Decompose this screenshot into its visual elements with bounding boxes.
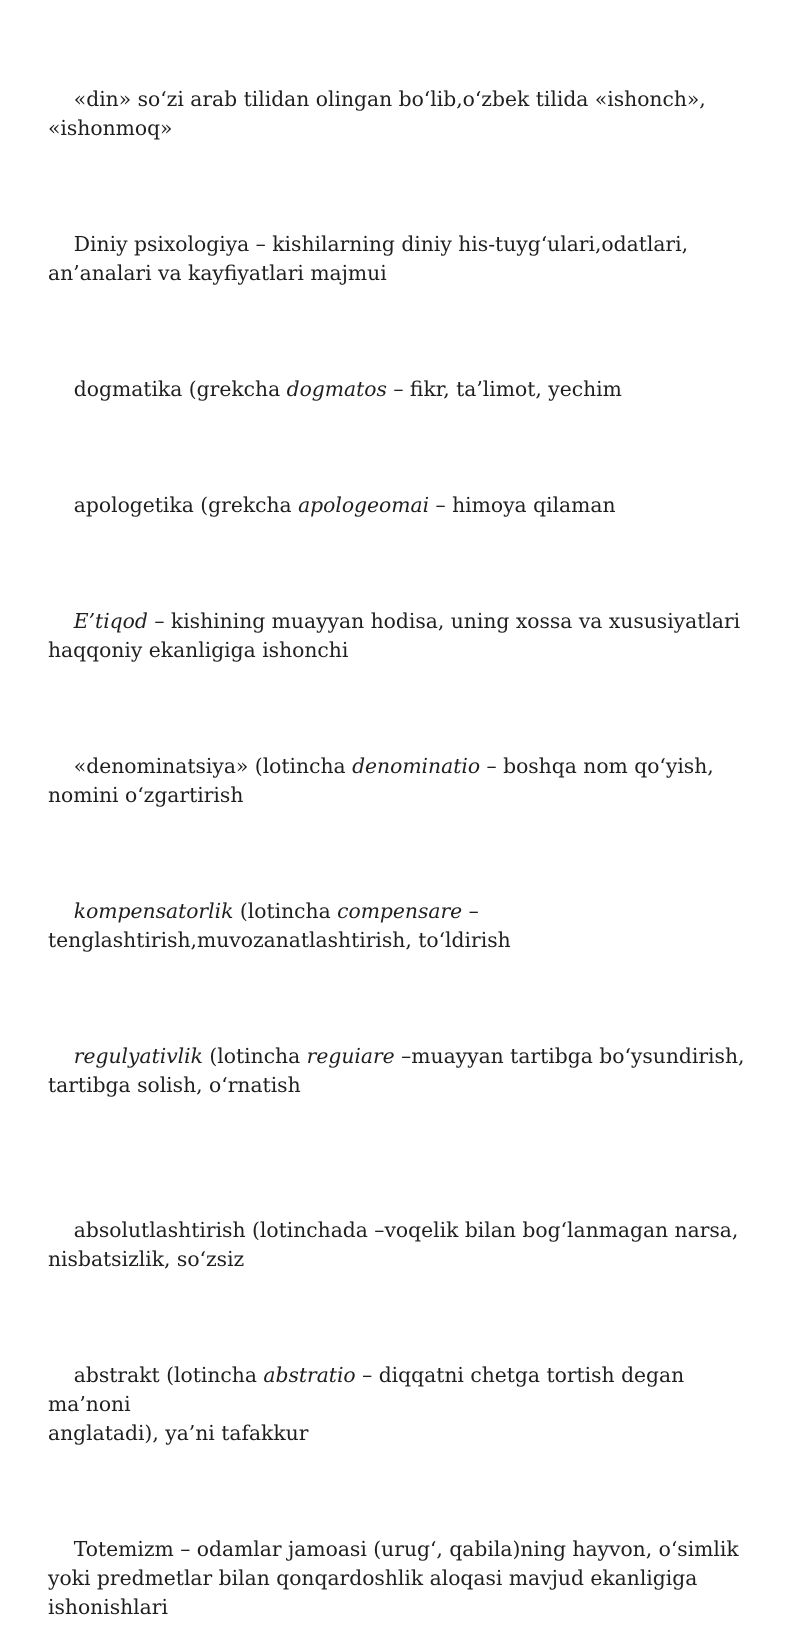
segment-text: – fikr, ta’limot, yechim	[386, 377, 622, 401]
paragraph-gap	[48, 317, 752, 346]
segment-text: – kishining muayyan hodisa, uning xossa va xususiyatlari haqqoniy ekanligiga ishonchi	[48, 609, 741, 662]
paragraph-diniy-psixologiya	[48, 201, 752, 317]
paragraph-dogmatika	[48, 346, 752, 433]
segment-text: – boshqa nom qo‘yish, nomini o‘zgartirish	[48, 754, 714, 807]
paragraph-kompensatorlik	[48, 868, 752, 984]
segment-text: «denominatsiya» (lotincha	[73, 754, 353, 778]
segment-text: – himoya qilaman	[429, 493, 616, 517]
segment-text: – tenglashtirish,muvozanatlashtirish, to‘ldirish	[48, 899, 511, 952]
segment-italic-text: compensare	[337, 899, 463, 923]
paragraph-gap	[48, 433, 752, 462]
paragraph-gap	[48, 984, 752, 1013]
segment-text: absolutlashtirish (lotinchada –voqelik bilan bog‘lanmagan narsa, nisbatsizlik, so‘zsiz	[48, 1218, 739, 1271]
paragraph-gap	[48, 839, 752, 868]
segment-italic-text: reguiare	[306, 1044, 395, 1068]
segment-text: (lotincha	[233, 899, 338, 923]
segment-text: Diniy psixologiya – kishilarning diniy his-tuyg‘ulari,odatlari, an’analari va kayfiyatlari majmui	[48, 232, 689, 285]
segment-italic-text: kompensatorlik	[73, 899, 234, 923]
segment-italic-text: regulyativlik	[73, 1044, 203, 1068]
segment-text: «din» so‘zi arab tilidan olingan bo‘lib,o‘zbek tilida «ishonch», «ishonmoq»	[48, 87, 706, 140]
paragraph-apologetika	[48, 462, 752, 549]
segment-text: –muayyan tartibga bo‘ysundirish, tartibga solish, o‘rnatish	[48, 1044, 745, 1097]
paragraph-abstrakt	[48, 1332, 752, 1477]
segment-text: (lotincha	[202, 1044, 307, 1068]
paragraph-totemizm	[48, 1506, 752, 1651]
segment-italic-text: dogmatos	[286, 377, 387, 401]
paragraph-gap	[48, 549, 752, 578]
segment-italic-text: denominatio	[352, 754, 481, 778]
segment-text: Totemizm – odamlar jamoasi (urug‘, qabila)ning hayvon, o‘simlik yoki predmetlar bilan qonqardoshlik aloqasi mavjud ekanligiga ishonishlari	[48, 1537, 739, 1619]
paragraph-din-definition	[48, 56, 752, 172]
segment-text: abstrakt (lotincha	[73, 1363, 264, 1387]
paragraph-etiqod	[48, 578, 752, 694]
paragraph-gap	[48, 1303, 752, 1332]
paragraph-gap	[48, 694, 752, 723]
segment-italic-text: apologeomai	[298, 493, 430, 517]
paragraph-gap	[48, 1477, 752, 1506]
paragraph-gap-large	[48, 1129, 752, 1187]
segment-italic-text: abstratio	[263, 1363, 356, 1387]
paragraph-denominatsiya	[48, 723, 752, 839]
segment-italic-text: E’tiqod	[73, 609, 148, 633]
paragraph-absolutlashtirish	[48, 1187, 752, 1303]
paragraph-gap	[48, 172, 752, 201]
segment-text: apologetika (grekcha	[73, 493, 299, 517]
paragraph-regulyativlik	[48, 1013, 752, 1129]
segment-text: – diqqatni chetga tortish degan ma’noni anglatadi), ya’ni tafakkur	[48, 1363, 685, 1445]
segment-text: dogmatika (grekcha	[73, 377, 287, 401]
